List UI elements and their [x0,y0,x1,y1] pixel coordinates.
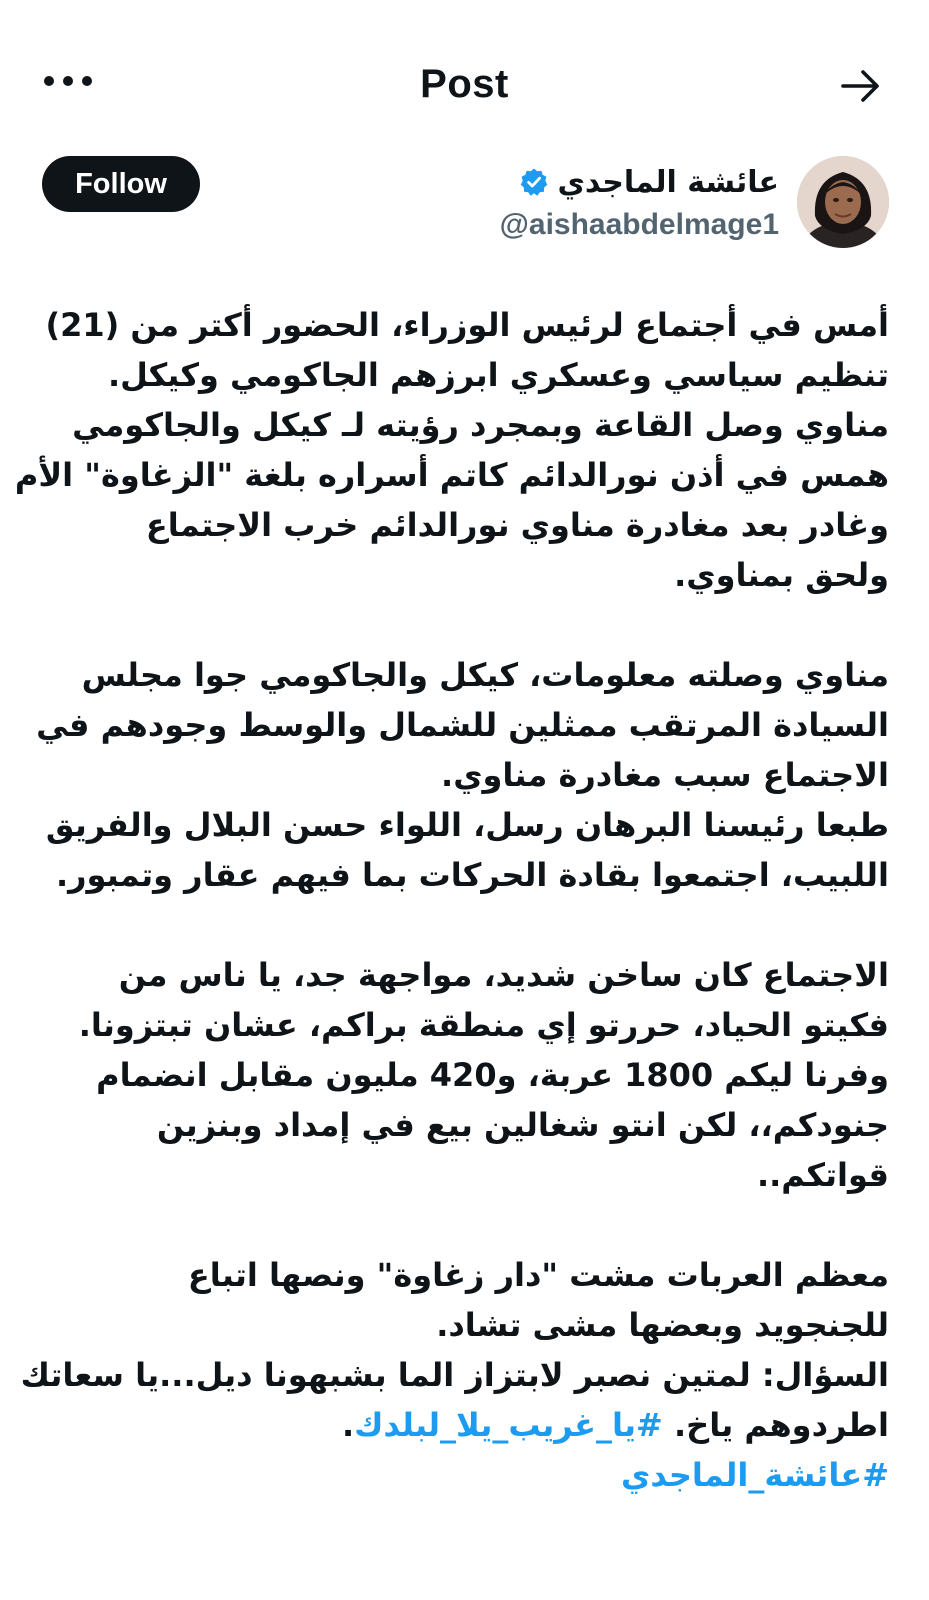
post-line: اللبيب، اجتمعوا بقادة الحركات بما فيهم عقار وتمبور. [55,856,889,894]
post-line: قواتكم.. [756,1156,889,1194]
post-paragraph [14,300,889,600]
avatar-image [797,156,889,248]
post-line: همس في أذن نورالدائم كاتم أسراره بلغة "الزغاوة" الأم [14,456,889,494]
post-line: فكيتو الحياد، حررتو إي منطقة براكم، عشان تبتزونا. [78,1006,889,1044]
post-line: مناوي وصلته معلومات، كيكل والجاكومي جوا مجلس [81,656,889,694]
post-line: الاجتماع سبب مغادرة مناوي. [441,756,889,794]
avatar[interactable] [797,156,889,248]
page-title: Post [420,62,509,106]
post-paragraph [30,650,889,900]
post-line: وفرنا ليكم 1800 عربة، و420 مليون مقابل انضمام [96,1056,889,1094]
author-handle[interactable]: @aishaabdelmage1 [499,208,779,241]
post-line: للجنجويد وبعضها مشى تشاد. [436,1306,889,1344]
arrow-right-icon[interactable] [837,62,885,110]
follow-button[interactable]: Follow [42,156,200,212]
post-text: . [341,1406,355,1444]
post-text: اطردوهم ياخ. [662,1406,889,1444]
post-line: الاجتماع كان ساخن شديد، مواجهة جد، يا ناس من [118,956,889,994]
post-line-closing [30,1400,889,1450]
post-line: وغادر بعد مغادرة مناوي نورالدائم خرب الاجتماع [145,506,889,544]
post-paragraph [30,950,889,1200]
author-display-name[interactable]: عائشة الماجدي [557,164,779,200]
post-line: معظم العربات مشت "دار زغاوة" ونصها اتباع [187,1256,889,1294]
author-name-row [500,158,779,206]
post-line: مناوي وصل القاعة وبمجرد رؤيته لـ كيكل والجاكومي [72,406,889,444]
post-paragraph [20,1250,889,1500]
post-line: السؤال: لمتين نصبر لابتزاز الما بشبهونا ديل...يا سعاتك [20,1356,889,1394]
post-line: طبعا رئيسنا البرهان رسل، اللواء حسن البلال والفريق [45,806,889,844]
hashtag-link[interactable]: #يا_غريب_يلا_لبلدك [354,1406,663,1444]
verified-badge-icon [519,167,549,197]
top-bar [0,52,929,122]
author-info[interactable] [500,158,779,242]
post-line: أمس في أجتماع لرئيس الوزراء، الحضور أكتر من (21) [45,306,889,344]
post-body [14,300,889,1500]
hashtag-link[interactable]: #عائشة_الماجدي [621,1456,889,1494]
post-line: السيادة المرتقب ممثلين للشمال والوسط وجودهم في [36,706,889,744]
post-line: ولحق بمناوي. [674,556,889,594]
post-line: جنودكم،، لكن انتو شغالين بيع في إمداد وبنزين [156,1106,889,1144]
post-line: تنظيم سياسي وعسكري ابرزهم الجاكومي وكيكل. [107,356,889,394]
